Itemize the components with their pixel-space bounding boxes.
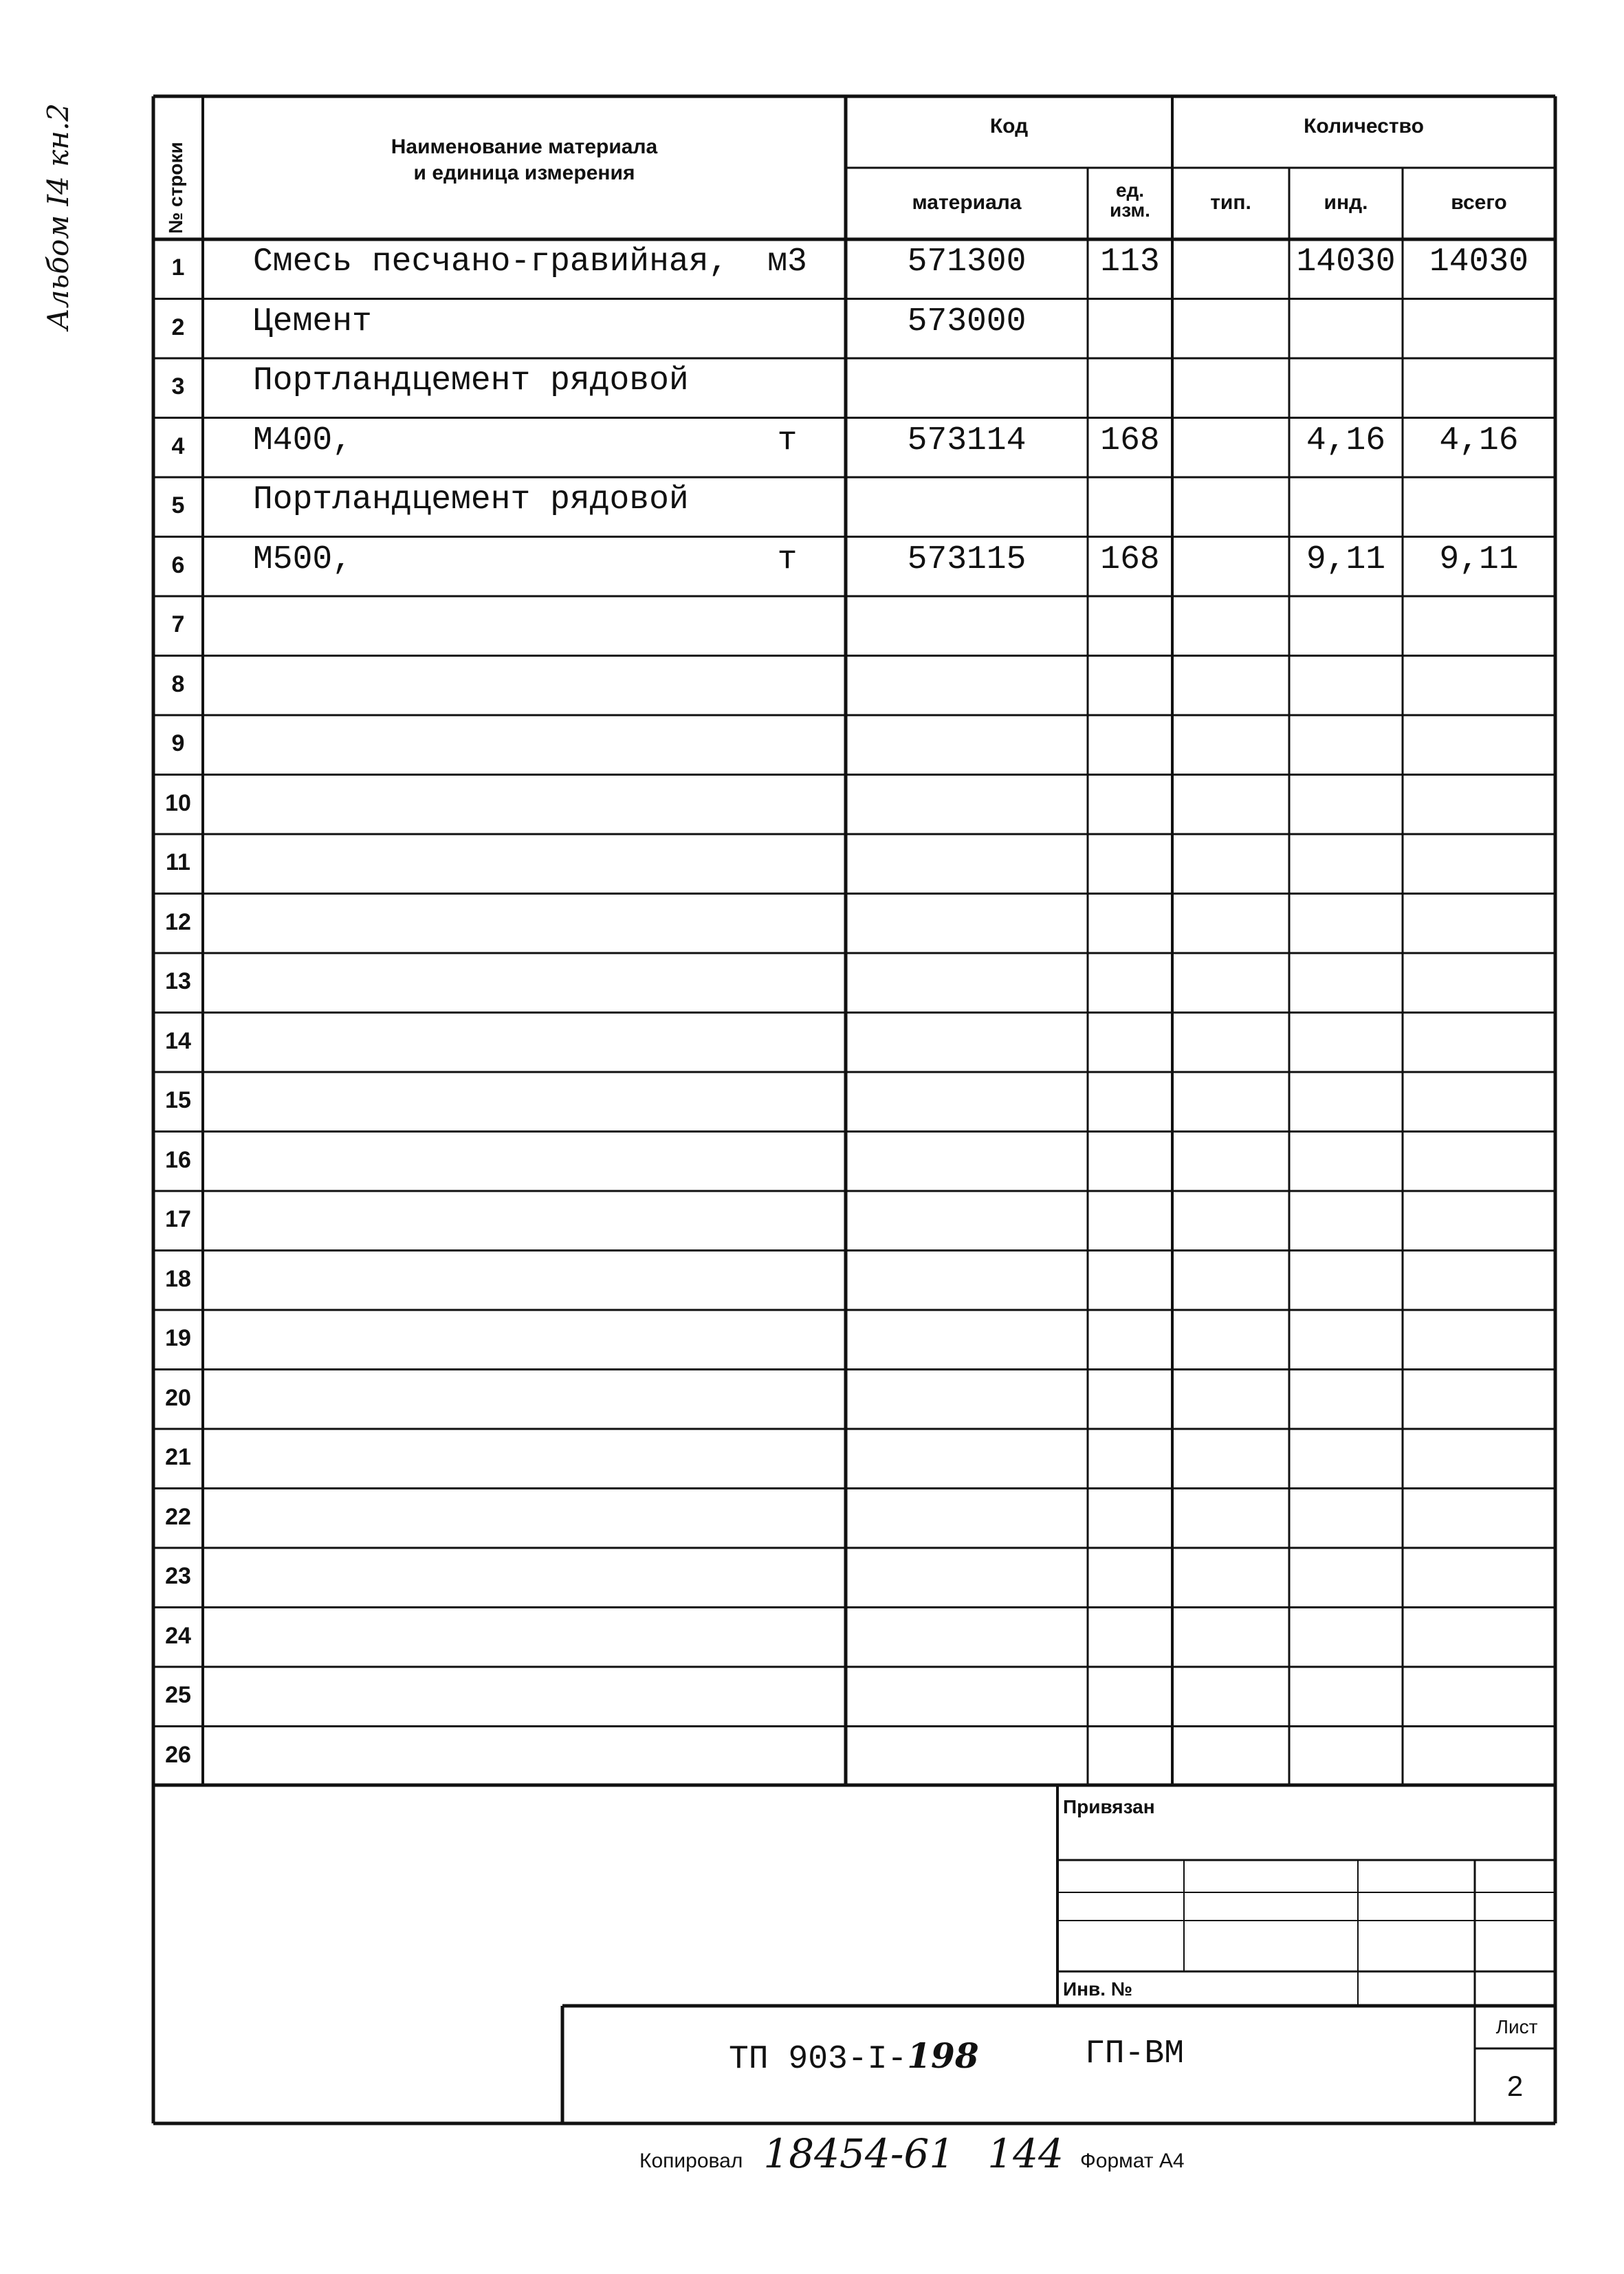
header-row-no: № строки [165,142,186,234]
table-row [0,299,1624,359]
table-row [0,775,1624,835]
cell-num: 7 [171,611,185,637]
table-row [0,1429,1624,1489]
cell-unit-name: т [777,540,798,578]
cell-num: 2 [171,314,185,340]
cell-num: 10 [165,789,191,816]
cell-unit-code: 168 [1100,422,1160,459]
copy-page: 144 [987,2130,1064,2177]
cell-num: 20 [165,1384,191,1411]
table-row [0,239,1624,299]
table-row [0,1608,1624,1668]
cell-num: 16 [165,1146,191,1173]
cell-name: Портландцемент рядовой [253,481,689,518]
table-row [0,596,1624,656]
table-row [0,477,1624,537]
cell-unit-name: м3 [767,243,807,281]
inv-label: Инв. № [1063,1978,1133,2000]
cell-num: 4 [171,433,185,459]
doc-code-prefix: ТП 903-I- [729,2041,908,2078]
cell-num: 1 [171,254,185,281]
cell-total: 14030 [1429,243,1529,281]
cell-unit-code: 113 [1100,243,1160,281]
cell-name: М400, [253,422,353,459]
header-code: Код [989,115,1029,138]
table-row [0,537,1624,597]
cell-num: 11 [166,849,190,875]
footer [639,2130,1185,2177]
cell-num: 26 [165,1741,191,1768]
attached-label: Привязан [1063,1796,1155,1817]
sheet-label: Лист [1495,2016,1538,2037]
cell-ind: 4,16 [1306,422,1386,459]
cell-num: 25 [165,1682,191,1708]
cell-num: 15 [165,1087,191,1113]
cell-num: 9 [171,730,185,756]
cell-name: Смесь песчано-гравийная, [253,243,729,281]
table-row [0,1251,1624,1311]
table-row [0,1727,1624,1786]
cell-name: Портландцемент рядовой [253,362,689,400]
cell-num: 14 [165,1027,191,1054]
table-row [0,1489,1624,1549]
cell-num: 18 [165,1265,191,1292]
cell-ind: 14030 [1296,243,1396,281]
header-name [203,134,846,186]
cell-num: 17 [165,1206,191,1232]
table-row [0,953,1624,1013]
header-unit-line2: изм. [1110,199,1150,221]
table-row [0,1310,1624,1370]
header-name-line2: и единица измерения [413,161,635,184]
side-note: Альбом I4 кн.2 [41,103,75,330]
table-row [0,358,1624,418]
header-qty-typ: тип. [1210,191,1251,214]
cell-code: 573114 [907,422,1027,459]
cell-num: 21 [165,1444,191,1470]
table-row [0,1072,1624,1132]
sheet-number: 2 [1506,2070,1524,2102]
cell-unit-name: т [777,422,798,459]
table-row [0,715,1624,775]
cell-num: 12 [165,908,191,935]
cell-total: 4,16 [1439,422,1519,459]
cell-num: 19 [165,1325,191,1351]
table-row [0,1013,1624,1073]
cell-code: 573000 [907,303,1027,340]
table-row [0,656,1624,716]
cell-name: М500, [253,540,353,578]
header-code-material: материала [912,191,1022,214]
table-row [0,1667,1624,1727]
cell-num: 24 [165,1622,191,1649]
table-row [0,1370,1624,1430]
cell-code: 571300 [907,243,1027,281]
header-name-line1: Наименование материала [391,135,658,158]
format-label: Формат А4 [1079,2150,1185,2172]
cell-code: 573115 [907,540,1027,578]
table-row [0,1548,1624,1608]
cell-num: 13 [165,968,191,994]
cell-total: 9,11 [1439,540,1519,578]
copied-label: Копировал [639,2150,743,2172]
table-row [0,1191,1624,1251]
table-row [0,1132,1624,1192]
cell-num: 5 [171,492,185,518]
table-row [0,834,1624,894]
header-quantity: Количество [1304,115,1424,138]
table-row [0,418,1624,478]
cell-unit-code: 168 [1100,540,1160,578]
copy-number: 18454-61 [763,2130,955,2177]
table-row [0,894,1624,954]
header-qty-ind: инд. [1324,191,1368,214]
cell-num: 8 [171,670,185,697]
cell-num: 6 [171,551,185,578]
cell-num: 3 [171,373,185,400]
doc-code-hand: 198 [907,2035,979,2076]
cell-name: Цемент [253,303,372,340]
cell-num: 22 [165,1503,191,1530]
header-unit-line1: ед. [1115,179,1145,201]
header-qty-total: всего [1451,191,1507,214]
doc-suffix: ГП-ВМ [1085,2035,1185,2073]
doc-code [729,2035,979,2078]
cell-num: 23 [165,1563,191,1589]
cell-ind: 9,11 [1306,540,1386,578]
header-unit [1088,180,1172,221]
